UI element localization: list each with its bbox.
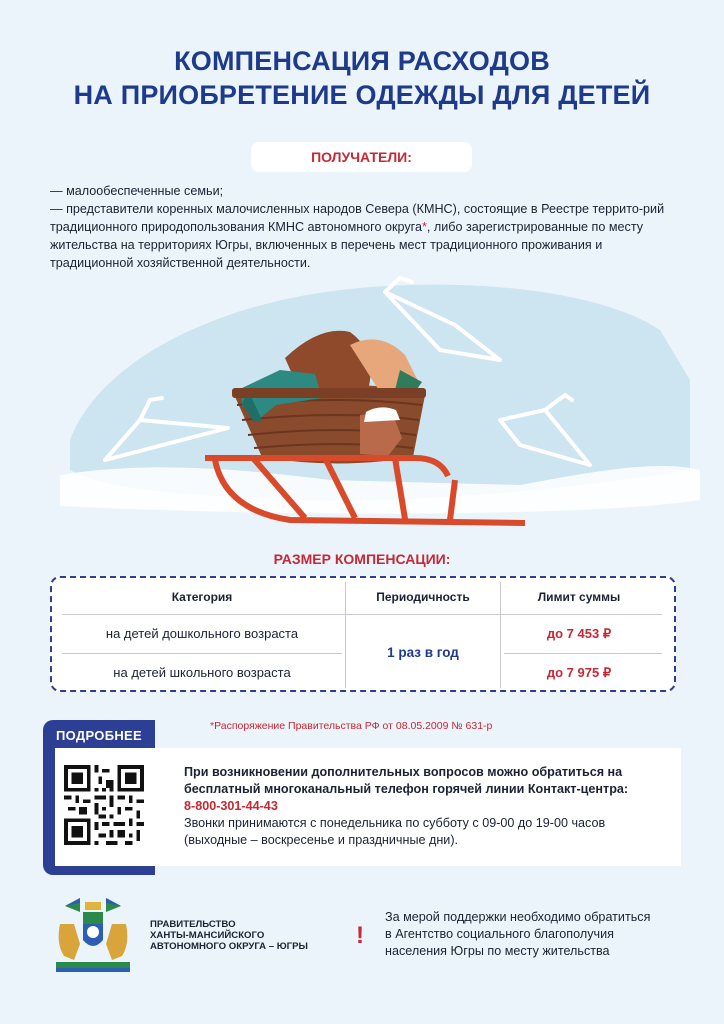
- title-line-2: НА ПРИОБРЕТЕНИЕ ОДЕЖДЫ ДЛЯ ДЕТЕЙ: [73, 80, 651, 110]
- header-divider: [62, 614, 662, 615]
- column-divider-2: [500, 582, 501, 688]
- footnote: *Распоряжение Правительства РФ от 08.05.2009 № 631-р: [210, 720, 493, 732]
- recipients-item-low-income: — малообеспеченные семьи;: [50, 184, 224, 198]
- hotline-weekends: (выходные – воскресенье и праздничные дни).: [184, 833, 459, 847]
- title-line-1: КОМПЕНСАЦИЯ РАСХОДОВ: [174, 46, 550, 76]
- row-divider-left: [62, 653, 342, 654]
- row-divider-right: [504, 653, 662, 654]
- support-note: За мерой поддержки необходимо обратиться в Агентство социального благополучия населения Югры по месту жительства: [385, 910, 651, 958]
- footnote-star: *: [422, 220, 427, 234]
- exclamation-icon: !: [356, 922, 364, 949]
- coat-of-arms-icon: [50, 894, 136, 978]
- row-2-limit: до 7 975 ₽: [546, 665, 612, 680]
- recipients-item-indigenous: — представители коренных малочисленных народов Севера (КМНС), состоящие в Реестре террито-рий традиционного природопользования КМНС автономного округа*, либо зарегистрированные по месту жительства на территориях Югры, включенных в перечень мест традиционного проживания и традиционной хозяйственной деятельности.: [50, 202, 665, 270]
- hotline-line-2: бесплатный многоканальный телефон горячей линии Контакт-центра:: [184, 782, 629, 796]
- hotline-line-1: При возникновении дополнительных вопросов можно обратиться на: [184, 765, 623, 779]
- government-label: ПРАВИТЕЛЬСТВО ХАНТЫ-МАНСИЙСКОГО АВТОНОМНОГО ОКРУГА – ЮГРЫ: [150, 919, 308, 952]
- page-title: [0, 44, 724, 112]
- header-period: Периодичность: [376, 590, 470, 604]
- hotline-phone[interactable]: 8-800-301-44-43: [184, 799, 278, 813]
- recipients-heading: ПОЛУЧАТЕЛИ:: [251, 142, 472, 172]
- row-1-limit: до 7 453 ₽: [546, 626, 612, 641]
- recipients-list: [50, 182, 680, 272]
- column-divider-1: [345, 582, 346, 688]
- period-value: 1 раз в год: [387, 645, 459, 660]
- more-label: ПОДРОБНЕЕ: [56, 728, 142, 743]
- row-2-category: на детей школьного возраста: [113, 665, 291, 680]
- sled-basket-illustration: [0, 270, 724, 540]
- compensation-table: [50, 576, 676, 692]
- qr-code-icon[interactable]: [64, 765, 144, 845]
- row-1-category: на детей дошкольного возраста: [105, 626, 299, 641]
- compensation-heading: РАЗМЕР КОМПЕНСАЦИИ:: [273, 551, 451, 567]
- hotline-hours: Звонки принимаются с понедельника по субботу с 09-00 до 19-00 часов: [184, 816, 606, 830]
- header-limit: Лимит суммы: [537, 590, 621, 604]
- header-category: Категория: [171, 590, 233, 604]
- hotline-info: [184, 764, 674, 849]
